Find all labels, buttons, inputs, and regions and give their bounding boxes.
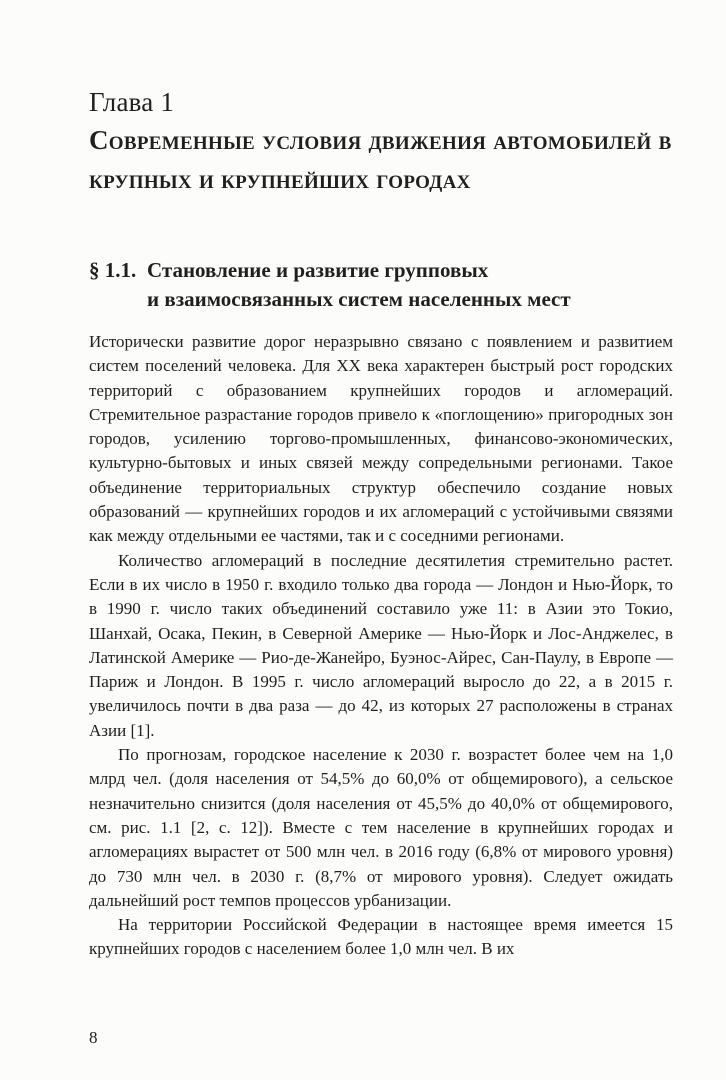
paragraph-2: Количество агломераций в последние десятилетия стремительно растет. Если в их число в 1950 г. входило только два города — Лондон и Нью-Йорк, то в 1990 г. число таких объединений составило уже 11: в Азии это Токио, Шанхай, Осака, Пекин, в Северной Америке — Нью-Йорк и Лос-Анджелес, в Латинской Америке — Рио-де-Жанейро, Буэнос-Айрес, Сан-Паулу, в Европе — Париж и Лондон. В 1995 г. число агломераций выросло до 22, а в 2015 г. увеличилось почти в два раза — до 42, из которых 27 расположены в странах Азии [1].: [89, 550, 673, 740]
section-title-line-1: Становление и развитие групповых: [147, 258, 489, 282]
section-number: § 1.1.: [89, 258, 137, 282]
section-title-line-2: и взаимосвязанных систем населенных мест: [147, 287, 571, 311]
page-number: 8: [89, 1028, 98, 1047]
paragraph-3: По прогнозам, городское население к 2030 г. возрастет более чем на 1,0 млрд чел. (доля населения от 54,5% до 60,0% от общемирового), а сельское незначительно снизится (доля населения от 45,5% до 40,0% от общемирового, см. рис. 1.1 [2, с. 12]). Вместе с тем население в крупнейших городах и агломерациях вырастет от 500 млн чел. в 2016 году (6,8% от мирового уровня) до 730 млн чел. в 2030 г. (8,7% от мирового уровня). Следует ожидать дальнейший рост темпов процессов урбанизации.: [89, 745, 673, 910]
section-heading: [89, 256, 649, 314]
paragraph-1: Исторически развитие дорог неразрывно связано с появлением и развитием систем поселений человека. Для XX века характерен быстрый рост городских территорий с образованием крупнейших городов и агломераций. Стремительное разрастание городов привело к «поглощению» пригородных зон городов, усилению торгово-промышленных, финансово-экономических, культурно-бытовых и иных связей между сопредельными регионами. Такое объединение территориальных структур обеспечило создание новых образований — крупнейших городов и их агломераций с устойчивыми связями как между отдельными ее частями, так и с соседними регионами.: [89, 332, 673, 546]
chapter-title: Современные условия движения автомобилей в крупных и крупнейших городах: [89, 125, 672, 194]
paragraph-4: На территории Российской Федерации в настоящее время имеется 15 крупнейших городов с населением более 1,0 млн чел. В их: [89, 915, 673, 959]
chapter-label: Глава 1: [89, 87, 175, 117]
body-text: [89, 330, 673, 962]
